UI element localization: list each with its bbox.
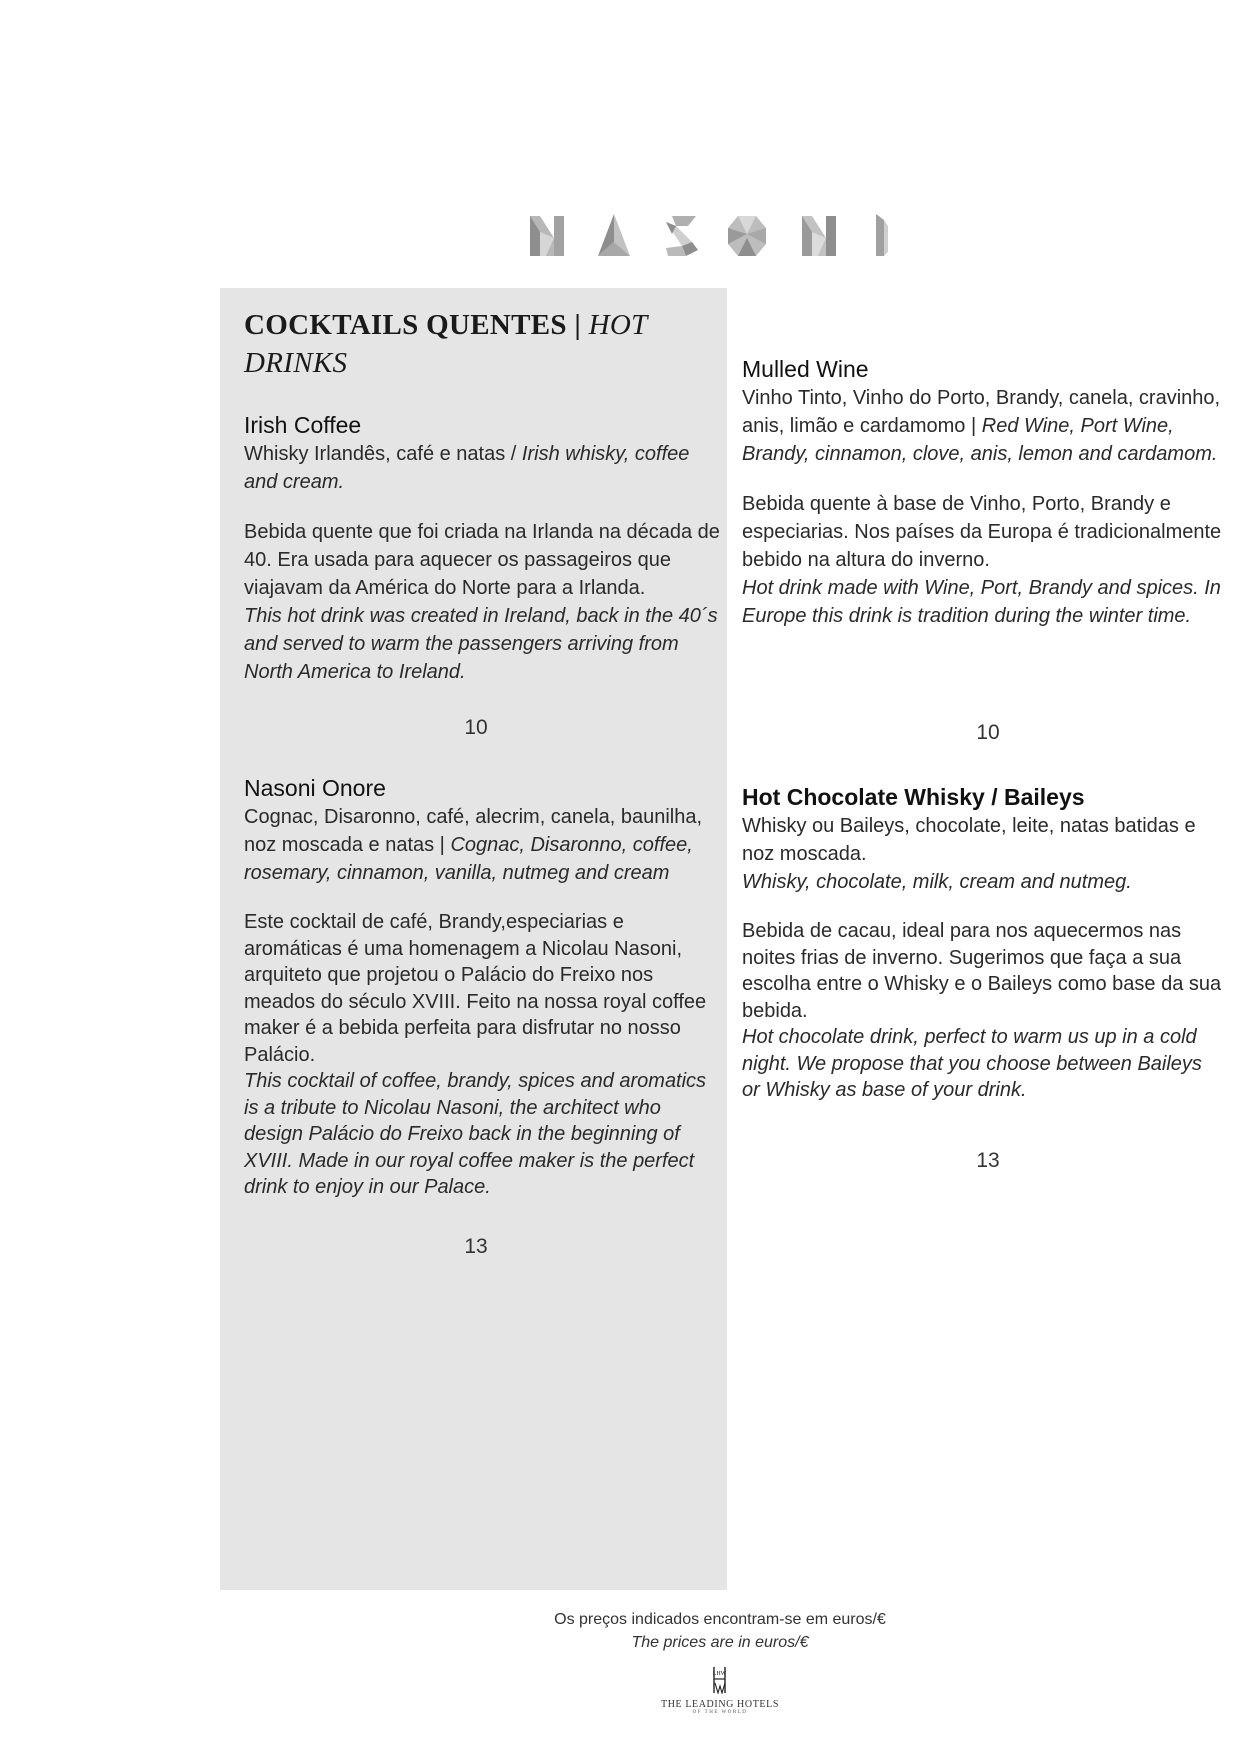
logo-letter-a (598, 214, 630, 256)
price-note (520, 1608, 920, 1654)
drink-mulled-wine (742, 354, 1222, 630)
logo-letter-s (666, 216, 698, 256)
logo-letter-i (876, 214, 888, 256)
drink-ingredients: Cognac, Disaronno, café, alecrim, canela, baunilha, noz moscada e natas | Cognac, Disaronno, coffee, rosemary, cinnamon, vanilla, nutmeg and cream (244, 806, 703, 884)
drink-description-pt: Este cocktail de café, Brandy,especiarias e aromáticas é uma homenagem a Nicolau Nasoni, arquiteto que projetou o Palácio do Freixo nos meados do século XVIII. Feito na nossa royal coffee maker é a bebida perfeita para disfrutar no nosso Palácio. (244, 911, 707, 1066)
logo-letter-n (530, 216, 564, 256)
drink-description-en: This cocktail of coffee, brandy, spices and aromatics is a tribute to Nicolau Nasoni, the architect who design Palácio do Freixo back in the beginning of XVIII. Made in our royal coffee maker is the perfect drink to enjoy in our Palace. (244, 1070, 707, 1198)
lhw-subtext: OF THE WORLD (692, 1710, 748, 1715)
section-title (244, 306, 704, 382)
lhw-monogram-icon (708, 1666, 732, 1694)
drink-price: 10 (464, 716, 488, 739)
drink-ingredients: Whisky Irlandês, café e natas / Irish whisky, coffee and cream. (244, 443, 690, 493)
drink-description-pt: Bebida quente à base de Vinho, Porto, Brandy e especiarias. Nos países da Europa é tradicionalmente bebido na altura do inverno. (742, 493, 1222, 571)
drink-description-pt: Bebida de cacau, ideal para nos aquecermos nas noites frias de inverno. Sugerimos que faça a sua escolha entre o Whisky e o Baileys como base da sua bebida. (742, 920, 1222, 1022)
leading-hotels-logo (640, 1666, 800, 1726)
drink-irish-coffee (244, 410, 724, 686)
drink-ingredients: Whisky ou Baileys, chocolate, leite, natas batidas e noz moscada. (742, 815, 1196, 865)
drink-description-en: Hot chocolate drink, perfect to warm us up in a cold night. We propose that you choose between Baileys or Whisky as base of your drink. (742, 1026, 1202, 1101)
drink-name: Mulled Wine (742, 356, 869, 382)
drink-ingredients-en: Whisky, chocolate, milk, cream and nutmeg. (742, 871, 1132, 893)
drink-price: 13 (976, 1149, 1000, 1172)
left-column-panel (220, 288, 727, 1590)
drink-name: Nasoni Onore (244, 775, 386, 801)
drink-hot-chocolate (742, 782, 1222, 1104)
drink-nasoni-onore (244, 773, 724, 1201)
drink-description-pt: Bebida quente que foi criada na Irlanda na década de 40. Era usada para aquecer os passageiros que viajavam da América do Norte para a Irlanda. (244, 521, 720, 599)
section-title-italic: HOT DRINKS (244, 309, 648, 379)
price-note-pt: Os preços indicados encontram-se em euros/€ (554, 1611, 886, 1628)
lhw-text: THE LEADING HOTELS (660, 1699, 779, 1710)
drink-description-en: Hot drink made with Wine, Port, Brandy and spices. In Europe this drink is tradition during the winter time. (742, 577, 1221, 627)
svg-text:LHW: LHW (712, 1671, 727, 1677)
drink-price: 13 (464, 1235, 488, 1258)
logo-letter-n2 (802, 216, 836, 256)
logo-letter-o (728, 216, 766, 256)
drink-description-en: This hot drink was created in Ireland, back in the 40´s and served to warm the passengers arriving from North America to Ireland. (244, 605, 718, 683)
section-title-bold: COCKTAILS QUENTES | (244, 309, 582, 341)
price-note-en: The prices are in euros/€ (631, 1634, 809, 1651)
nasoni-logo (526, 212, 900, 260)
drink-name: Hot Chocolate Whisky / Baileys (742, 784, 1085, 810)
right-column (742, 288, 1222, 1188)
drink-price: 10 (976, 721, 1000, 744)
drink-ingredients: Vinho Tinto, Vinho do Porto, Brandy, canela, cravinho, anis, limão e cardamomo | Red Wine, Port Wine, Brandy, cinnamon, clove, anis, lemon and cardamom. (742, 387, 1221, 465)
drink-name: Irish Coffee (244, 412, 362, 438)
